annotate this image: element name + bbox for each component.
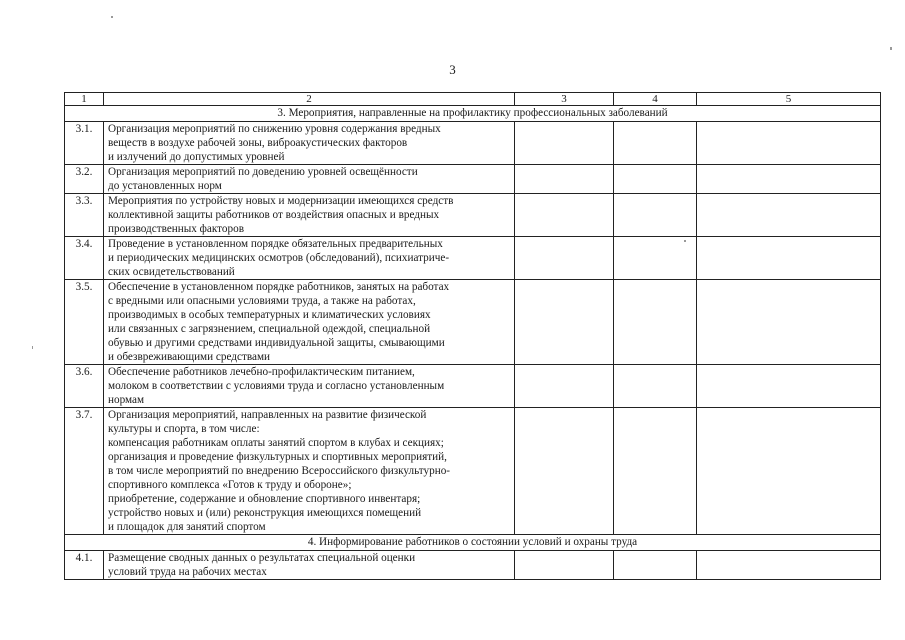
column-number-row (65, 93, 881, 106)
cell-col4 (614, 194, 697, 237)
scan-speck (32, 346, 33, 349)
column-number: 5 (697, 93, 881, 106)
description-line: до установленных норм (108, 180, 222, 192)
item-description (104, 122, 515, 165)
column-number: 1 (65, 93, 104, 106)
description-line: нормам (108, 394, 145, 406)
cell-col5 (697, 408, 881, 535)
table-row (65, 551, 881, 580)
item-description (104, 237, 515, 280)
description-line: ских освидетельствований (108, 266, 235, 278)
cell-col4 (614, 365, 697, 408)
table-row (65, 280, 881, 365)
cell-col4 (614, 165, 697, 194)
description-line: веществ в воздухе рабочей зоны, виброакустических факторов (108, 137, 408, 149)
table-row (65, 194, 881, 237)
cell-col5 (697, 122, 881, 165)
item-number: 3.4. (65, 237, 104, 280)
description-line: или связанных с загрязнением, специальной одеждой, специальной (108, 323, 431, 335)
cell-col3 (515, 280, 614, 365)
section-title: 4. Информирование работников о состоянии условий и охраны труда (65, 535, 881, 551)
description-line: спортивного комплекса «Готов к труду и обороне»; (108, 479, 352, 491)
description-line: обувью и другими средствами индивидуальной защиты, смывающими (108, 337, 445, 349)
description-line: Обеспечение работников лечебно-профилактическим питанием, (108, 366, 415, 378)
item-description (104, 365, 515, 408)
cell-col3 (515, 365, 614, 408)
table-row (65, 165, 881, 194)
description-line: и площадок для занятий спортом (108, 521, 266, 533)
description-line: Обеспечение в установленном порядке работников, занятых на работах (108, 281, 450, 293)
description-line: производственных факторов (108, 223, 244, 235)
cell-col4 (614, 237, 697, 280)
description-line: культуры и спорта, в том числе: (108, 423, 260, 435)
cell-col4 (614, 280, 697, 365)
cell-col3 (515, 165, 614, 194)
description-line: и обезвреживающими средствами (108, 351, 271, 363)
column-number: 3 (515, 93, 614, 106)
description-line: Организация мероприятий по снижению уровня содержания вредных (108, 123, 441, 135)
table-body (65, 93, 881, 580)
description-line: организация и проведение физкультурных и спортивных мероприятий, (108, 451, 447, 463)
table-row (65, 408, 881, 535)
cell-col3 (515, 237, 614, 280)
description-line: Организация мероприятий по доведению уровней освещённости (108, 166, 418, 178)
description-line: коллективной защиты работников от воздействия опасных и вредных (108, 209, 440, 221)
description-line: производимых в особых температурных и климатических условиях (108, 309, 431, 321)
cell-col4 (614, 122, 697, 165)
item-number: 3.2. (65, 165, 104, 194)
cell-col3 (515, 408, 614, 535)
item-number: 3.5. (65, 280, 104, 365)
item-description (104, 280, 515, 365)
description-line: Организация мероприятий, направленных на развитие физической (108, 409, 427, 421)
item-description (104, 165, 515, 194)
item-number: 4.1. (65, 551, 104, 580)
cell-col5 (697, 551, 881, 580)
page-number: 3 (449, 62, 456, 77)
cell-col5 (697, 280, 881, 365)
description-line: в том числе мероприятий по внедрению Всероссийского физкультурно- (108, 465, 451, 477)
item-description (104, 408, 515, 535)
cell-col3 (515, 122, 614, 165)
scan-speck (684, 240, 686, 242)
description-line: Размещение сводных данных о результатах специальной оценки (108, 552, 416, 564)
cell-col3 (515, 194, 614, 237)
table-row (65, 365, 881, 408)
description-line: Мероприятия по устройству новых и модернизации имеющихся средств (108, 195, 454, 207)
description-line: и излучений до допустимых уровней (108, 151, 285, 163)
description-line: и периодических медицинских осмотров (обследований), психиатриче- (108, 252, 450, 264)
cell-col4 (614, 408, 697, 535)
description-line: Проведение в установленном порядке обязательных предварительных (108, 238, 443, 250)
section-heading-row (65, 106, 881, 122)
scan-speck (111, 16, 113, 18)
cell-col5 (697, 365, 881, 408)
cell-col5 (697, 165, 881, 194)
measures-table (64, 92, 881, 580)
column-number: 4 (614, 93, 697, 106)
section-heading-row (65, 535, 881, 551)
description-line: с вредными или опасными условиями труда, а также на работах, (108, 295, 416, 307)
column-number: 2 (104, 93, 515, 106)
table-row (65, 122, 881, 165)
item-number: 3.6. (65, 365, 104, 408)
cell-col5 (697, 237, 881, 280)
description-line: компенсация работникам оплаты занятий спортом в клубах и секциях; (108, 437, 444, 449)
description-line: условий труда на рабочих местах (108, 566, 267, 578)
cell-col4 (614, 551, 697, 580)
item-description (104, 551, 515, 580)
description-line: молоком в соответствии с условиями труда и согласно установленным (108, 380, 445, 392)
item-number: 3.7. (65, 408, 104, 535)
scan-speck (890, 47, 892, 50)
description-line: приобретение, содержание и обновление спортивного инвентаря; (108, 493, 421, 505)
item-number: 3.3. (65, 194, 104, 237)
table-row (65, 237, 881, 280)
item-number: 3.1. (65, 122, 104, 165)
description-line: устройство новых и (или) реконструкция имеющихся помещений (108, 507, 422, 519)
section-title: 3. Мероприятия, направленные на профилактику профессиональных заболеваний (65, 106, 881, 122)
cell-col5 (697, 194, 881, 237)
cell-col3 (515, 551, 614, 580)
item-description (104, 194, 515, 237)
